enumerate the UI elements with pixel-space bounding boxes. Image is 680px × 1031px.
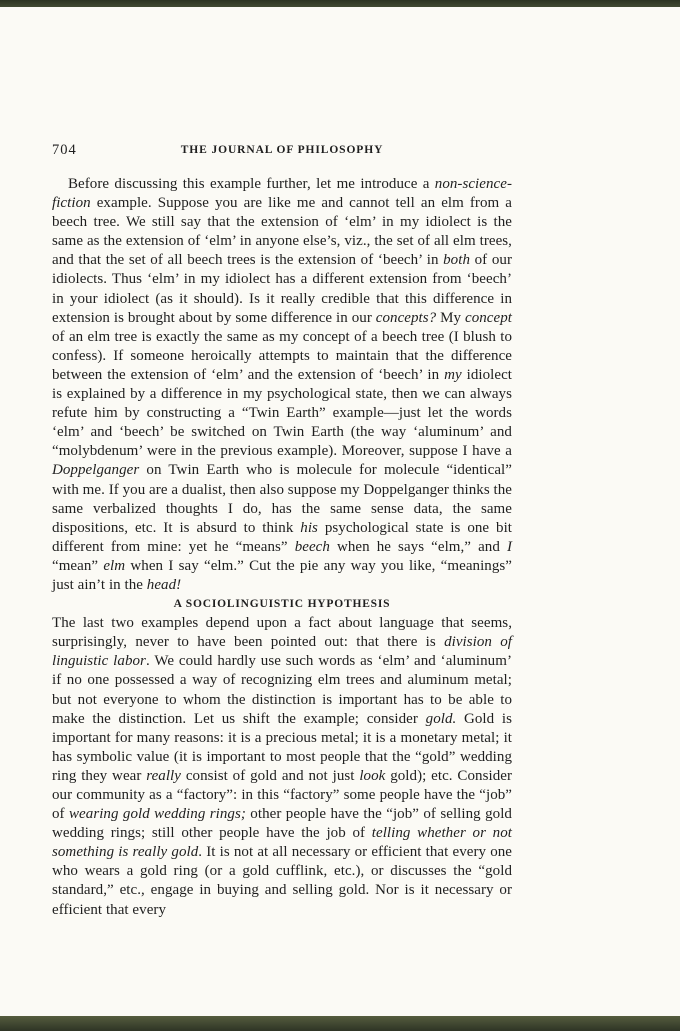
running-head <box>52 142 512 160</box>
paragraph-elm-beech: Before discussing this example further, let me introduce a non-science-fiction example. Suppose you are like me and cannot tell an elm from a beech tree. We still say that the extension of ‘elm’ in my idiolect is the same as the extension of ‘elm’ in anyone else’s, viz., the set of all elm trees, and that the set of all beech trees is the extension of ‘beech’ in both of our idiolects. Thus ‘elm’ in my idiolect has a different extension from ‘beech’ in your idiolect (as it should). Is it really credible that this difference in extension is brought about by some difference in our concepts? My concept of an elm tree is exactly the same as my concept of a beech tree (I blush to confess). If someone heroically attempts to maintain that the difference between the extension of ‘elm’ and the extension of ‘beech’ in my idiolect is explained by a difference in my psychological state, then we can always refute him by constructing a “Twin Earth” example—just let the words ‘elm’ and ‘beech’ be switched on Twin Earth (the way ‘aluminum’ and “molybdenum’ were in the previous example). Moreover, suppose I have a Doppelganger on Twin Earth who is molecule for molecule “identical” with me. If you are a dualist, then also suppose my Doppelganger thinks the same verbalized thoughts I do, has the same sense data, the same dispositions, etc. It is absurd to think his psychological state is one bit different from mine: yet he “means” beech when he says “elm,” and I “mean” elm when I say “elm.” Cut the pie any way you like, “meanings” just ain’t in the head! <box>52 176 512 593</box>
section-heading: A SOCIOLINGUISTIC HYPOTHESIS <box>173 598 391 611</box>
scan-edge-bottom <box>0 1016 680 1031</box>
page-number: 704 <box>52 142 77 158</box>
paragraph-linguistic-labor: The last two examples depend upon a fact about language that seems, surprisingly, never to have been pointed out: that there is division of linguistic labor. We could hardly use such words as ‘elm’ and ‘aluminum’ if no one possessed a way of recognizing elm trees and aluminum metal; but not everyone to whom the distinction is important has to be able to make the distinction. Let us shift the example; consider gold. Gold is important for many reasons: it is a precious metal; it is a monetary metal; it has symbolic value (it is important to most people that the “gold” wedding ring they wear really consist of gold and not just look gold); etc. Consider our community as a “factory”: in this “factory” some people have the “job” of wearing gold wedding rings; other people have the “job” of selling gold wedding rings; still other people have the job of telling whether or not something is really gold. It is not at all necessary or efficient that every one who wears a gold ring (or a gold cufflink, etc.), or discusses the “gold standard,” etc., engage in buying and selling gold. Nor is it necessary or efficient that every <box>52 615 513 918</box>
scan-edge-top <box>0 0 680 7</box>
journal-title: THE JOURNAL OF PHILOSOPHY <box>180 144 384 156</box>
journal-page <box>52 142 512 920</box>
